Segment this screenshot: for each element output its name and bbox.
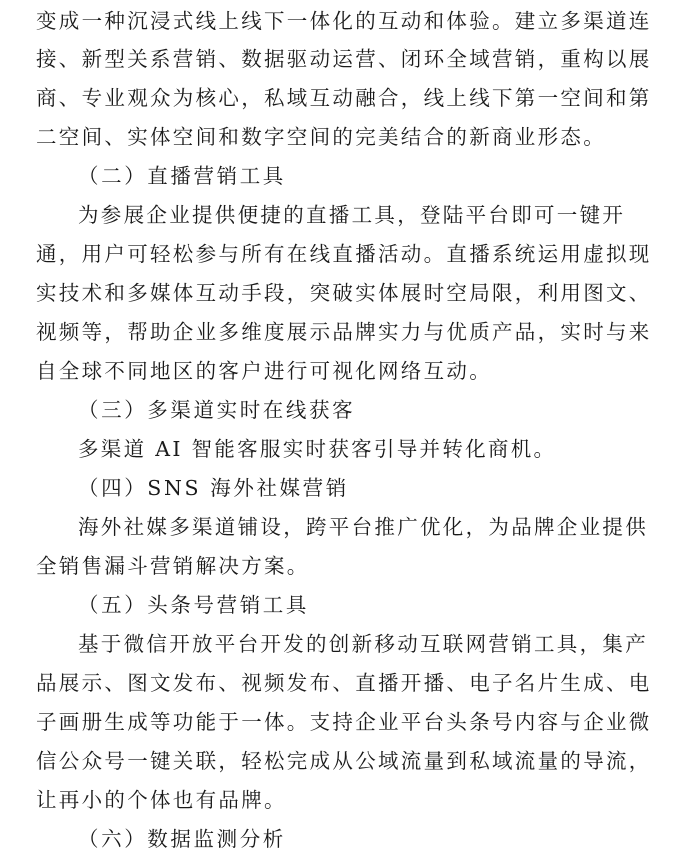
paragraph-line: 接、新型关系营销、数据驱动运营、闭环全域营销，重构以展: [36, 47, 652, 71]
paragraph-line: 基于微信开放平台开发的创新移动互联网营销工具，集产: [78, 632, 648, 656]
paragraph-line: 让再小的个体也有品牌。: [36, 788, 287, 812]
section-heading: （五）头条号营销工具: [78, 593, 309, 617]
section-heading: （二）直播营销工具: [78, 164, 286, 188]
paragraph-line: 视频等，帮助企业多维度展示品牌实力与优质产品，实时与来: [36, 320, 652, 344]
paragraph-line: 二空间、实体空间和数字空间的完美结合的新商业形态。: [36, 125, 606, 149]
paragraph-line: 实技术和多媒体互动手段，突破实体展时空局限，利用图文、: [36, 281, 652, 305]
section-heading: （六）数据监测分析: [78, 827, 286, 851]
paragraph-line: 品展示、图文发布、视频发布、直播开播、电子名片生成、电: [36, 671, 652, 695]
paragraph-line: 多渠道 AI 智能客服实时获客引导并转化商机。: [78, 437, 557, 461]
paragraph-line: 自全球不同地区的客户进行可视化网络互动。: [36, 359, 492, 383]
paragraph-line: 变成一种沉浸式线上线下一体化的互动和体验。建立多渠道连: [36, 9, 652, 33]
paragraph-line: 信公众号一键关联，轻松完成从公域流量到私域流量的导流，: [36, 749, 652, 773]
paragraph-line: 为参展企业提供便捷的直播工具，登陆平台即可一键开: [78, 203, 626, 227]
paragraph-line: 商、专业观众为核心，私域互动融合，线上线下第一空间和第: [36, 86, 652, 110]
paragraph-line: 通，用户可轻松参与所有在线直播活动。直播系统运用虚拟现: [36, 242, 652, 266]
paragraph-line: 海外社媒多渠道铺设，跨平台推广优化，为品牌企业提供: [78, 515, 648, 539]
section-heading: （三）多渠道实时在线获客: [78, 398, 356, 422]
paragraph-line: 子画册生成等功能于一体。支持企业平台头条号内容与企业微: [36, 710, 652, 734]
paragraph-line: 全销售漏斗营销解决方案。: [36, 554, 310, 578]
section-heading: （四）SNS 海外社媒营销: [78, 476, 349, 500]
